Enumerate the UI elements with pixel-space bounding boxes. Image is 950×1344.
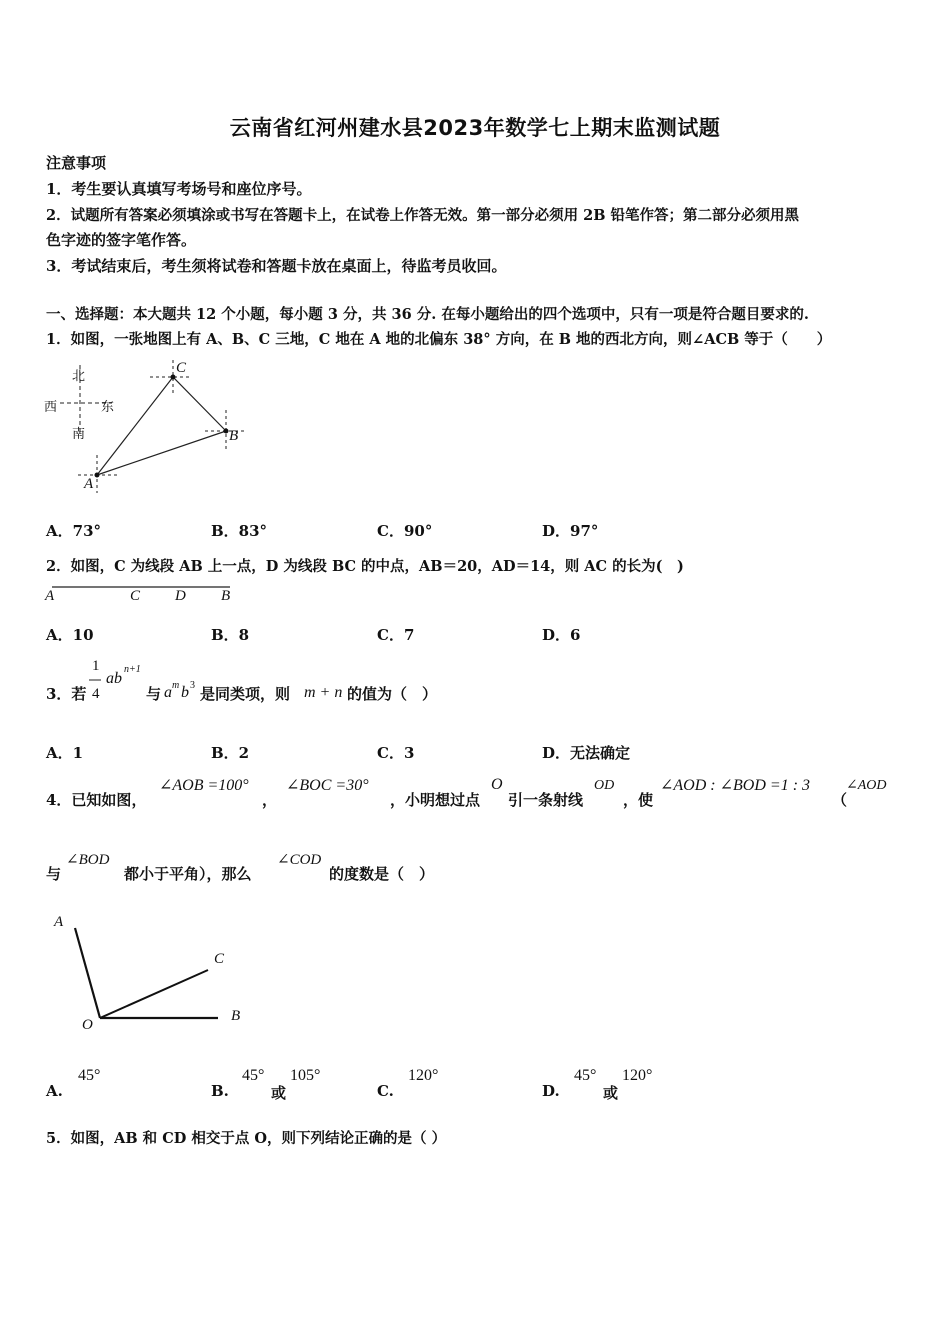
- q4-label-b: B: [231, 1008, 241, 1024]
- q3-option-d[interactable]: D．无法确定: [542, 744, 631, 762]
- q1-west-label: 西: [44, 400, 58, 415]
- q3-suffix: 的值为（ ）: [347, 685, 438, 703]
- q2-option-c[interactable]: C．7: [377, 626, 415, 644]
- notice-item-2: 2．试题所有答案必须填涂或书写在答题卡上，在试卷上作答无效。第一部分必须用 2B 铅笔作答；第二部分必须用黑: [46, 207, 800, 224]
- q4-ray-od: OD: [594, 778, 615, 793]
- q4-prefix: 4．已知如图，: [46, 791, 147, 809]
- q4-text-8: 的度数是（ ）: [329, 865, 435, 883]
- q1-label-c: C: [176, 360, 187, 376]
- q3-term2a-exp: m: [172, 680, 180, 691]
- q2-option-a[interactable]: A．10: [46, 626, 94, 644]
- notice-item-3: 3．考试结束后，考生须将试卷和答题卡放在桌面上，待监考员收回。: [46, 257, 507, 275]
- q3-frac-num: 1: [92, 658, 100, 674]
- q4-angle-boc: ∠BOC =30°: [286, 777, 369, 794]
- q2-option-b[interactable]: B．8: [211, 626, 250, 644]
- q5-stem: 5．如图，AB 和 CD 相交于点 O，则下列结论正确的是（ ）: [46, 1130, 447, 1147]
- q1-north-label: 北: [72, 369, 86, 384]
- q4-option-d-value-1: 45°: [574, 1067, 597, 1084]
- q3-prefix: 3．若: [46, 685, 87, 703]
- q4-option-b-value-1: 45°: [242, 1067, 265, 1084]
- q4-option-d-label: D.: [542, 1082, 560, 1100]
- q4-angle-aod: ∠AOD: [846, 778, 887, 793]
- q3-term2b-exp: 3: [190, 680, 195, 691]
- q1-option-a[interactable]: A．73°: [46, 522, 102, 540]
- q3-frac-bar: [89, 679, 103, 683]
- point-a: [95, 473, 100, 478]
- q3-term2b: b: [181, 684, 189, 701]
- q4-angle-cod: ∠COD: [277, 852, 322, 868]
- section-heading: 一、选择题：本大题共 12 个小题，每小题 3 分，共 36 分. 在每小题给出的四个选项中，只有一项是符合题目要求的.: [46, 306, 809, 323]
- q4-option-c-label: C.: [377, 1082, 394, 1100]
- q4-label-c: C: [214, 951, 225, 967]
- q4-option-d-or: 或: [603, 1084, 619, 1102]
- q1-south-label: 南: [72, 427, 86, 442]
- q3-option-b[interactable]: B．2: [211, 744, 250, 762]
- q4-ratio: ∠AOD : ∠BOD =1 : 3: [660, 777, 811, 794]
- q2-label-c: C: [130, 588, 141, 604]
- q4-text-3: 引一条射线: [508, 791, 584, 809]
- q4-point-o: O: [491, 776, 503, 793]
- q4-option-b-or: 或: [271, 1084, 287, 1102]
- q3-option-a[interactable]: A．1: [46, 744, 84, 762]
- q3-term1: ab: [106, 670, 122, 687]
- q2-label-b: B: [221, 588, 231, 604]
- q4-text-5: （: [832, 791, 848, 809]
- q4-comma: ，: [262, 791, 278, 809]
- q2-option-d[interactable]: D．6: [542, 626, 581, 644]
- q4-text-2: ，小明想过点: [390, 791, 481, 809]
- q2-segment: [50, 584, 250, 594]
- notice-item-1: 1．考生要认真填写考场号和座位序号。: [46, 180, 312, 198]
- q4-label-a: A: [54, 914, 64, 930]
- q1-stem: 1．如图，一张地图上有 A、B、C 三地，C 地在 A 地的北偏东 38° 方向，在 B 地的西北方向，则∠ACB 等于（ ）: [46, 331, 832, 348]
- q4-text-7: 都小于平角），那么: [124, 865, 252, 883]
- q1-option-d[interactable]: D．97°: [542, 522, 599, 540]
- q4-option-c-value: 120°: [408, 1067, 439, 1084]
- q3-frac-den: 4: [92, 686, 100, 702]
- q4-angle-bod: ∠BOD: [66, 852, 110, 868]
- q3-with: 与: [146, 685, 162, 703]
- q4-option-a-label: A.: [46, 1082, 63, 1100]
- q4-angle-aob: ∠AOB =100°: [159, 777, 249, 794]
- point-c: [171, 375, 176, 380]
- q2-label-d: D: [175, 588, 186, 604]
- q1-label-a: A: [84, 476, 94, 492]
- q4-text-4: ，使: [623, 791, 654, 809]
- notice-heading: 注意事项: [46, 154, 107, 172]
- q4-option-a-value: 45°: [78, 1067, 101, 1084]
- q1-option-b[interactable]: B．83°: [211, 522, 268, 540]
- q3-expr: m + n: [304, 684, 343, 701]
- q2-label-a: A: [45, 588, 55, 604]
- q1-option-c[interactable]: C．90°: [377, 522, 433, 540]
- page-title: 云南省红河州建水县2023年数学七上期末监测试题: [229, 116, 721, 140]
- point-b: [224, 429, 229, 434]
- q3-term2a: a: [164, 684, 172, 701]
- q4-option-d-value-2: 120°: [622, 1067, 653, 1084]
- notice-item-2-cont: 色字迹的签字笔作答。: [46, 231, 197, 249]
- q4-line2-prefix: 与: [46, 865, 62, 883]
- q4-option-b-label: B.: [211, 1082, 229, 1100]
- q1-east-label: 东: [101, 400, 115, 415]
- q3-term1-exp: n+1: [124, 664, 141, 675]
- q1-label-b: B: [229, 428, 239, 444]
- q4-label-o: O: [82, 1017, 93, 1033]
- q3-option-c[interactable]: C．3: [377, 744, 415, 762]
- q4-option-b-value-2: 105°: [290, 1067, 321, 1084]
- q3-mid: 是同类项，则: [200, 685, 291, 703]
- q2-stem: 2．如图，C 为线段 AB 上一点，D 为线段 BC 的中点，AB＝20，AD＝14，则 AC 的长为( ): [46, 558, 684, 575]
